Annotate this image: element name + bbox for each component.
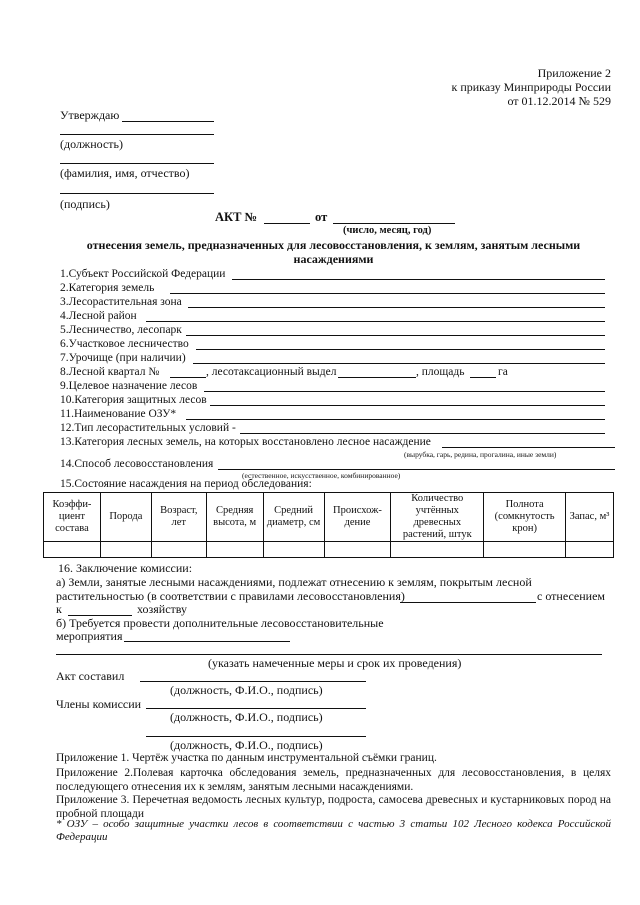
field-quarter-line[interactable] <box>170 377 206 378</box>
conclusion-b-line-1: б) Требуется провести дополнительные лесовосстановительные <box>56 616 384 630</box>
col-origin: Происхож-дение <box>324 493 391 542</box>
conclusion-title: 16. Заключение комиссии: <box>58 561 193 575</box>
field-forest-district-label: 4.Лесной район <box>60 310 137 322</box>
cell-diameter[interactable] <box>263 542 324 558</box>
field-quarter-label: 8.Лесной квартал № <box>60 366 160 378</box>
field-land-type-label: 13.Категория лесных земель, на которых восстановлено лесное насаждение <box>60 436 431 448</box>
act-date-line[interactable] <box>333 223 455 224</box>
field-plot-label: , лесотаксационный выдел <box>206 366 337 378</box>
field-forest-zone <box>60 295 605 309</box>
conclusion-a-line-2-fill[interactable] <box>400 602 536 603</box>
members-line-1[interactable] <box>146 708 366 709</box>
compiled-hint: (должность, Ф.И.О., подпись) <box>170 683 323 697</box>
field-state-label: 15.Состояние насаждения на период обследования: <box>60 478 312 490</box>
col-count: Количество учтённых древесных растений, штук <box>391 493 484 542</box>
act-number-line[interactable] <box>264 223 310 224</box>
field-land-type-hint: (вырубка, гарь, редина, прогалина, иные земли) <box>404 450 557 459</box>
field-district-forestry-line[interactable] <box>196 349 605 350</box>
col-diameter: Средний диаметр, см <box>263 493 324 542</box>
conclusion-a-line-2: растительностью (в соответствии с правилами лесовосстановления) <box>56 589 405 603</box>
field-area-label: , площадь <box>416 366 465 378</box>
approve-title-line[interactable] <box>122 121 214 122</box>
field-purpose-label: 9.Целевое назначение лесов <box>60 380 198 392</box>
appendix-line-1: Приложение 2 <box>537 66 611 80</box>
attachment-2: Приложение 2.Полевая карточка обследования земель, предназначенных для лесовосстановления, в целях последующего отнесения их к землям, занятым лесными насаждениями. <box>56 767 611 793</box>
members-hint-1: (должность, Ф.И.О., подпись) <box>170 710 323 724</box>
cell-stock[interactable] <box>566 542 614 558</box>
field-area-unit: га <box>498 366 508 378</box>
field-area-line[interactable] <box>470 377 496 378</box>
field-tract-label: 7.Урочище (при наличии) <box>60 352 186 364</box>
field-method-line[interactable] <box>218 469 615 470</box>
field-forestry-label: 5.Лесничество, лесопарк <box>60 324 182 336</box>
cell-age[interactable] <box>151 542 206 558</box>
col-coefficient: Коэффи-циент состава <box>44 493 101 542</box>
conclusion-b-line-2: мероприятия <box>56 629 123 643</box>
field-method <box>60 457 615 471</box>
survey-table <box>43 492 614 558</box>
field-forest-district-line[interactable] <box>146 321 605 322</box>
cell-origin[interactable] <box>324 542 391 558</box>
field-forest-zone-label: 3.Лесорастительная зона <box>60 296 182 308</box>
appendix-line-2: к приказу Минприроды России <box>451 80 611 94</box>
attachment-3: Приложение 3. Перечетная ведомость лесных культур, подроста, самосева древесных и кустарниковых пород на пробной площади <box>56 794 611 820</box>
members-line-2[interactable] <box>146 736 366 737</box>
act-title-from: от <box>315 210 328 224</box>
measures-full-line[interactable] <box>56 654 602 655</box>
members-hint-2: (должность, Ф.И.О., подпись) <box>170 738 323 752</box>
field-ozu-line[interactable] <box>186 419 605 420</box>
measures-hint: (указать намеченные меры и срок их проведения) <box>208 656 462 670</box>
conclusion-a-economy: хозяйству <box>137 602 188 616</box>
field-protective <box>60 393 605 407</box>
conclusion-a-k: к <box>56 602 62 616</box>
cell-count[interactable] <box>391 542 484 558</box>
field-district-forestry <box>60 337 605 351</box>
field-purpose <box>60 379 605 393</box>
cell-species[interactable] <box>100 542 151 558</box>
col-age: Возраст, лет <box>151 493 206 542</box>
act-subtitle: отнесения земель, предназначенных для лесовосстановления, к землям, занятым лесными насаждениями <box>86 238 581 266</box>
field-protective-label: 10.Категория защитных лесов <box>60 394 207 406</box>
table-header-row <box>44 493 614 542</box>
field-ozu-label: 11.Наименование ОЗУ* <box>60 408 177 420</box>
field-conditions-line[interactable] <box>240 433 605 434</box>
field-quarter <box>60 365 605 379</box>
field-land-category <box>60 281 605 295</box>
act-title-prefix: АКТ № <box>215 210 258 224</box>
field-forest-district <box>60 309 605 323</box>
field-land-category-label: 2.Категория земель <box>60 282 155 294</box>
field-conditions <box>60 421 605 435</box>
approve-title: Утверждаю <box>60 108 120 122</box>
name-hint: (фамилия, имя, отчество) <box>60 166 190 180</box>
field-forestry-line[interactable] <box>186 335 605 336</box>
cell-height[interactable] <box>206 542 263 558</box>
date-hint: (число, месяц, год) <box>343 225 432 236</box>
conclusion-a-line-2-end: с отнесением <box>537 589 606 603</box>
field-forestry <box>60 323 605 337</box>
field-tract-line[interactable] <box>193 363 605 364</box>
field-subject-line[interactable] <box>232 279 605 280</box>
field-district-forestry-label: 6.Участковое лесничество <box>60 338 189 350</box>
field-plot-line[interactable] <box>338 377 416 378</box>
compiled-label: Акт составил <box>56 669 125 683</box>
field-tract <box>60 351 605 365</box>
field-forest-zone-line[interactable] <box>188 307 605 308</box>
appendix-line-3: от 01.12.2014 № 529 <box>507 94 611 108</box>
conclusion-b-measures-line[interactable] <box>124 641 290 642</box>
attachment-1: Приложение 1. Чертёж участка по данным инструментальной съёмки границ. <box>56 752 437 764</box>
col-height: Средняя высота, м <box>206 493 263 542</box>
compiled-line[interactable] <box>140 681 366 682</box>
field-subject-label: 1.Субъект Российской Федерации <box>60 268 226 280</box>
field-land-type <box>60 435 615 449</box>
position-line[interactable] <box>60 134 214 135</box>
members-label: Члены комиссии <box>56 697 142 711</box>
position-hint: (должность) <box>60 137 123 151</box>
signature-hint: (подпись) <box>60 197 110 211</box>
field-protective-line[interactable] <box>210 405 605 406</box>
conclusion-a-line-1: а) Земли, занятые лесными насаждениями, подлежат отнесению к землям, покрытым лесной <box>56 575 532 589</box>
field-land-category-line[interactable] <box>170 293 605 294</box>
signature-line[interactable] <box>60 193 214 194</box>
footnote: * ОЗУ – особо защитные участки лесов в соответствии с частью 3 статьи 102 Лесного кодекса Российской Федерации <box>56 818 611 843</box>
name-line[interactable] <box>60 163 214 164</box>
field-method-hint: (естественное, искусственное, комбинированное) <box>242 471 401 480</box>
field-purpose-line[interactable] <box>204 391 605 392</box>
field-conditions-label: 12.Тип лесорастительных условий - <box>60 422 236 434</box>
cell-density[interactable] <box>484 542 566 558</box>
col-species: Порода <box>100 493 151 542</box>
col-density: Полнота (сомкнутость крон) <box>484 493 566 542</box>
cell-coefficient[interactable] <box>44 542 101 558</box>
field-method-label: 14.Способ лесовосстановления <box>60 458 214 470</box>
field-land-type-line[interactable] <box>442 447 615 448</box>
table-row <box>44 542 614 558</box>
field-ozu <box>60 407 605 421</box>
field-subject <box>60 267 605 281</box>
col-stock: Запас, м³ <box>566 493 614 542</box>
